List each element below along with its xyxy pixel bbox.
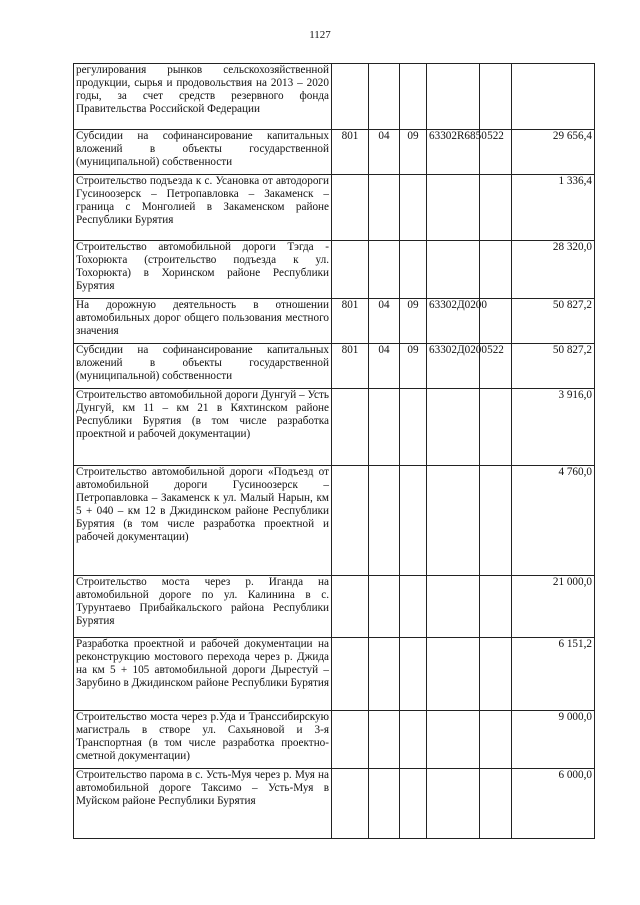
target-article-cell (427, 711, 480, 769)
ministry-code-cell (332, 769, 369, 839)
expense-type-cell (480, 711, 512, 769)
amount-cell: 29 656,4 (512, 130, 595, 175)
amount-cell: 50 827,2 (512, 299, 595, 344)
table-row (74, 389, 595, 466)
expense-type-cell (480, 241, 512, 299)
section-code-cell (369, 64, 400, 130)
row-description: Строительство парома в с. Усть-Муя через р. Муя на автомобильной дороге Таксимо – Усть-Муя в Муйском районе Республики Бурятия (74, 769, 332, 839)
expense-type-cell (480, 64, 512, 130)
table-row (74, 64, 595, 130)
expense-type-cell: 522 (480, 344, 512, 389)
section-code-cell: 04 (369, 299, 400, 344)
section-code-cell (369, 175, 400, 241)
expense-type-cell (480, 638, 512, 711)
expense-type-cell (480, 389, 512, 466)
expense-type-cell (480, 576, 512, 638)
subsection-code-cell (400, 64, 427, 130)
ministry-code-cell (332, 389, 369, 466)
ministry-code-cell: 801 (332, 130, 369, 175)
amount-cell: 1 336,4 (512, 175, 595, 241)
subsection-code-cell (400, 769, 427, 839)
subsection-code-cell: 09 (400, 344, 427, 389)
expense-type-cell (480, 175, 512, 241)
ministry-code-cell (332, 64, 369, 130)
budget-table (73, 63, 595, 839)
row-description: Строительство автомобильной дороги Тэгда - Тохорюкта (строительство подъезда к ул. Тохорюкта) в Хоринском районе Республики Бурятия (74, 241, 332, 299)
ministry-code-cell (332, 466, 369, 576)
page-number: 1127 (309, 29, 331, 41)
table-row (74, 466, 595, 576)
target-article-cell (427, 576, 480, 638)
ministry-code-cell (332, 175, 369, 241)
section-code-cell: 04 (369, 130, 400, 175)
section-code-cell (369, 466, 400, 576)
row-description: Строительство автомобильной дороги Дунгуй – Усть Дунгуй, км 11 – км 21 в Кяхтинском районе Республики Бурятия (в том числе разработка проектной и рабочей документации) (74, 389, 332, 466)
amount-cell: 21 000,0 (512, 576, 595, 638)
amount-cell: 6 151,2 (512, 638, 595, 711)
row-description: Разработка проектной и рабочей документации на реконструкцию мостового перехода через р. Джида на км 5 + 105 автомобильной дороги Дырестуй – Зарубино в Джидинском районе Республики Бурятия (74, 638, 332, 711)
row-description: Субсидии на софинансирование капитальных вложений в объекты государственной (муниципальной) собственности (74, 344, 332, 389)
row-description: На дорожную деятельность в отношении автомобильных дорог общего пользования местного значения (74, 299, 332, 344)
table-row (74, 576, 595, 638)
expense-type-cell (480, 466, 512, 576)
subsection-code-cell (400, 175, 427, 241)
target-article-cell (427, 466, 480, 576)
target-article-cell (427, 175, 480, 241)
subsection-code-cell: 09 (400, 130, 427, 175)
ministry-code-cell: 801 (332, 299, 369, 344)
row-description: Строительство моста через р.Уда и Транссибирскую магистраль в створе ул. Сахьяновой и 3-я Транспортная (в том числе разработка проектно-сметной документации) (74, 711, 332, 769)
target-article-cell (427, 389, 480, 466)
target-article-cell (427, 241, 480, 299)
target-article-cell (427, 769, 480, 839)
table-row (74, 638, 595, 711)
table-row (74, 711, 595, 769)
table-row (74, 130, 595, 175)
table-row (74, 175, 595, 241)
table-row (74, 769, 595, 839)
subsection-code-cell (400, 389, 427, 466)
row-description: Строительство автомобильной дороги «Подъезд от автомобильной дороги Гусиноозерск – Петропавловка – Закаменск к ул. Малый Нарын, км 5 + 040 – км 12 в Джидинском районе Республики Бурятия (в том числе разработка проектной и рабочей документации) (74, 466, 332, 576)
section-code-cell (369, 576, 400, 638)
section-code-cell (369, 389, 400, 466)
target-article-cell (427, 64, 480, 130)
expense-type-cell: 522 (480, 130, 512, 175)
expense-type-cell (480, 769, 512, 839)
target-article-cell: 63302Д0200 (427, 344, 480, 389)
target-article-cell (427, 638, 480, 711)
ministry-code-cell (332, 711, 369, 769)
section-code-cell (369, 638, 400, 711)
ministry-code-cell: 801 (332, 344, 369, 389)
subsection-code-cell (400, 711, 427, 769)
ministry-code-cell (332, 638, 369, 711)
section-code-cell (369, 711, 400, 769)
row-description: регулирования рынков сельскохозяйственной продукции, сырья и продовольствия на 2013 – 2020 годы, за счет средств резервного фонда Правительства Российской Федерации (74, 64, 332, 130)
row-description: Строительство моста через р. Иганда на автомобильной дороге по ул. Калинина в с. Турунтаево Прибайкальского района Республики Бурятия (74, 576, 332, 638)
amount-cell: 4 760,0 (512, 466, 595, 576)
amount-cell: 28 320,0 (512, 241, 595, 299)
row-description: Строительство подъезда к с. Усановка от автодороги Гусиноозерск – Петропавловка – Закаменск – граница с Монголией в Закаменском районе Республики Бурятия (74, 175, 332, 241)
amount-cell: 50 827,2 (512, 344, 595, 389)
section-code-cell (369, 241, 400, 299)
subsection-code-cell (400, 241, 427, 299)
subsection-code-cell (400, 576, 427, 638)
ministry-code-cell (332, 576, 369, 638)
table-row (74, 241, 595, 299)
amount-cell: 9 000,0 (512, 711, 595, 769)
ministry-code-cell (332, 241, 369, 299)
target-article-cell: 63302Д0200 (427, 299, 480, 344)
table-row (74, 344, 595, 389)
subsection-code-cell: 09 (400, 299, 427, 344)
subsection-code-cell (400, 466, 427, 576)
amount-cell: 6 000,0 (512, 769, 595, 839)
section-code-cell (369, 769, 400, 839)
subsection-code-cell (400, 638, 427, 711)
row-description: Субсидии на софинансирование капитальных вложений в объекты государственной (муниципальной) собственности (74, 130, 332, 175)
table-row (74, 299, 595, 344)
amount-cell (512, 64, 595, 130)
section-code-cell: 04 (369, 344, 400, 389)
target-article-cell: 63302R6850 (427, 130, 480, 175)
amount-cell: 3 916,0 (512, 389, 595, 466)
